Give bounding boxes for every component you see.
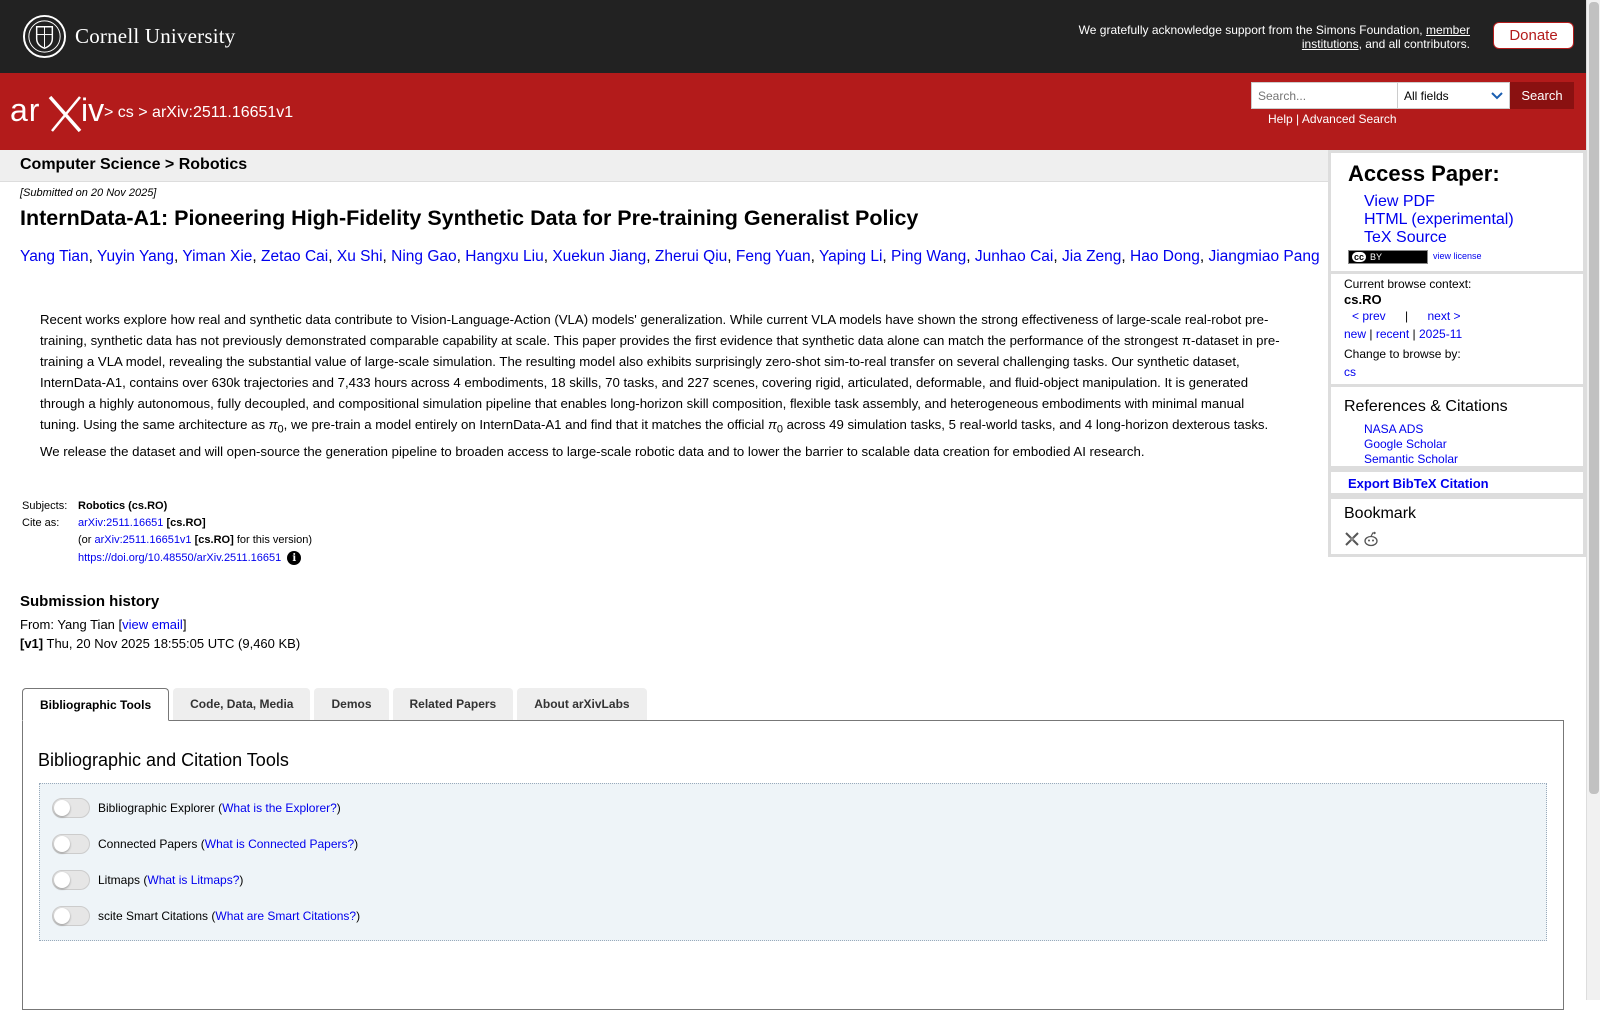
- nav-sep: |: [1412, 327, 1416, 341]
- month-link[interactable]: 2025-11: [1419, 327, 1463, 341]
- cite-category: [cs.RO]: [194, 534, 234, 546]
- browse-context-label: Current browse context:: [1344, 277, 1472, 291]
- bookmark-box: [1328, 496, 1586, 557]
- cite-row: [22, 517, 312, 565]
- author-link[interactable]: Hao Dong: [1130, 248, 1200, 265]
- cornell-bar: [0, 0, 1586, 73]
- subject-header: [0, 150, 1328, 182]
- tab-related-papers[interactable]: Related Papers: [393, 688, 514, 720]
- author-link[interactable]: Ping Wang: [891, 248, 967, 265]
- labs-tabs: [22, 688, 647, 721]
- semantic-scholar-link[interactable]: Semantic Scholar: [1364, 452, 1459, 466]
- panel-title: Bibliographic and Citation Tools: [38, 750, 289, 770]
- tools-box: [39, 783, 1547, 941]
- author-link[interactable]: Ning Gao: [391, 248, 457, 265]
- cornell-logo[interactable]: [22, 14, 236, 59]
- cornell-name: Cornell University: [75, 24, 236, 48]
- pi-subscript: 0: [277, 423, 284, 436]
- search-field-value: All fields: [1404, 88, 1449, 103]
- from-prefix: From: Yang Tian [: [20, 617, 123, 632]
- export-bibtex-link[interactable]: Export BibTeX Citation: [1348, 476, 1489, 491]
- toggle-switch[interactable]: [52, 906, 90, 926]
- bookmark-title: Bookmark: [1344, 505, 1417, 522]
- cite-arxiv-link[interactable]: arXiv:2511.16651: [78, 517, 164, 529]
- or-prefix: (or: [78, 534, 92, 546]
- cc-by: BY: [1370, 252, 1383, 262]
- page-scrollbar[interactable]: [1586, 0, 1600, 1000]
- access-paper-box: [1328, 150, 1586, 274]
- change-browse-cs-link[interactable]: cs: [1344, 365, 1356, 379]
- search-links: [1268, 112, 1397, 126]
- doi-link[interactable]: https://doi.org/10.48550/arXiv.2511.16651: [78, 551, 282, 564]
- access-paper-title: Access Paper:: [1348, 161, 1500, 186]
- pi-symbol: π: [767, 417, 777, 432]
- links-sep: |: [1296, 112, 1300, 126]
- tool-info-link[interactable]: What is Connected Papers?: [204, 837, 355, 851]
- search-button[interactable]: Search: [1510, 82, 1574, 109]
- breadcrumb-sep: >: [138, 104, 148, 121]
- change-browse-label: Change to browse by:: [1344, 347, 1461, 361]
- toggle-switch[interactable]: [52, 834, 90, 854]
- next-link[interactable]: next >: [1427, 309, 1461, 323]
- tool-row-scite: scite Smart Citations ( What are Smart Citations? ): [52, 906, 360, 926]
- ack-text: We gratefully acknowledge support from the Simons Foundation,: [1078, 23, 1423, 37]
- donate-button[interactable]: Donate: [1493, 22, 1574, 49]
- tool-label: Litmaps: [98, 873, 141, 887]
- arxiv-header: [0, 73, 1586, 150]
- view-pdf-link[interactable]: View PDF: [1364, 193, 1435, 210]
- acknowledgement: [1050, 23, 1470, 51]
- cite-category: [cs.RO]: [166, 517, 206, 529]
- tool-row-litmaps: Litmaps ( What is Litmaps? ): [52, 870, 243, 890]
- bibtex-box: [1328, 469, 1586, 496]
- cite-version-link[interactable]: arXiv:2511.16651v1: [94, 534, 192, 546]
- help-link[interactable]: Help: [1268, 112, 1293, 126]
- toggle-switch[interactable]: [52, 798, 90, 818]
- cornell-seal-icon: [22, 14, 67, 59]
- author-list: Yang Tian, Yuyin Yang, Yiman Xie, Zetao Cai, Xu Shi, Ning Gao, Hangxu Liu, Xuekun Jiang, Zherui Qiu, Feng Yuan, Yaping Li, Ping Wang, Junhao Cai, Jia Zeng, Hao Dong, Jiangmiao Pang: [20, 248, 1320, 265]
- breadcrumb-paper-id: arXiv:2511.16651v1: [152, 104, 294, 121]
- subjects-value: [78, 500, 167, 512]
- svg-text:ar: ar: [10, 92, 41, 128]
- abstract-part-1: Recent works explore how real and synthetic data contribute to Vision-Language-Action (VLA) models' generalization. While current VLA models have shown the strong effectiveness of large-scale real-robot pre-training, synthetic data has not previously demonstrated comparable capability at scale. This paper provides the first evidence that synthetic data alone can match the performance of the strongest π-dataset in pre-training a VLA model, revealing the substantial value of large-scale simulation. The resulting model also exhibits surprisingly zero-shot sim-to-real transfer on several challenging tasks. Our synthetic dataset, InternData-A1, contains over 630k trajectories and 7,433 hours across 4 embodiments, 18 skills, 70 tasks, and 227 scenes, covering rigid, articulated, deformable, and fluid-object manipulation. It is generated through a highly autonomous, fully decoupled, and compositional simulation pipeline that enables long-horizon skill composition, flexible task assembly, and heterogeneous embodiments with minimal manual tuning. Using the same architecture as: [40, 312, 1280, 432]
- author-link[interactable]: Junhao Cai: [974, 248, 1054, 265]
- subjects-row: [22, 500, 312, 512]
- recent-link[interactable]: recent: [1375, 327, 1410, 341]
- references-box: [1328, 384, 1586, 469]
- tab-demos[interactable]: Demos: [314, 688, 388, 720]
- tool-label: Connected Papers: [98, 837, 198, 851]
- author-link[interactable]: Zherui Qiu: [654, 248, 728, 265]
- submitted-date: [Submitted on 20 Nov 2025]: [20, 187, 157, 199]
- cc-license-badge[interactable]: [1348, 250, 1428, 264]
- author-link[interactable]: Xu Shi: [336, 248, 383, 265]
- tab-code-data-media[interactable]: Code, Data, Media: [173, 688, 310, 720]
- tool-info-link[interactable]: What is the Explorer?: [222, 801, 337, 815]
- author-link[interactable]: Xuekun Jiang: [552, 248, 647, 265]
- svg-text:iv: iv: [81, 92, 105, 128]
- chevron-down-icon: [1491, 92, 1503, 100]
- author-link[interactable]: Yaping Li: [818, 248, 883, 265]
- version-suffix: for this version): [236, 534, 313, 546]
- submission-history-title: Submission history: [20, 593, 160, 610]
- prev-next-nav: [1352, 309, 1461, 323]
- subject-header-title: Computer Science > Robotics: [20, 156, 248, 173]
- from-suffix: ]: [182, 617, 187, 632]
- google-scholar-link[interactable]: Google Scholar: [1364, 437, 1447, 451]
- subjects-label: Subjects:: [22, 500, 68, 512]
- abstract: [40, 309, 1280, 462]
- tool-info-link[interactable]: What are Smart Citations?: [215, 909, 357, 923]
- submission-v1: [20, 636, 300, 651]
- author-link[interactable]: Yuyin Yang: [97, 248, 174, 265]
- tool-row-connected-papers: Connected Papers ( What is Connected Papers? ): [52, 834, 358, 854]
- prev-link[interactable]: < prev: [1352, 309, 1386, 323]
- new-link[interactable]: new: [1344, 327, 1367, 341]
- breadcrumb: [104, 104, 293, 122]
- arxiv-logo-icon[interactable]: [10, 92, 105, 133]
- bibsonomy-icon[interactable]: [1344, 531, 1360, 547]
- search-input[interactable]: [1251, 82, 1397, 109]
- search-field-select[interactable]: [1397, 82, 1510, 109]
- author-link[interactable]: Jia Zeng: [1061, 248, 1122, 265]
- author-link[interactable]: Hangxu Liu: [465, 248, 544, 265]
- tool-info-link[interactable]: What is Litmaps?: [147, 873, 240, 887]
- paper-title: InternData-A1: Pioneering High-Fidelity Synthetic Data for Pre-training Generalist Policy: [20, 206, 919, 230]
- nav-sep: |: [1405, 309, 1409, 323]
- submission-from: [20, 617, 186, 632]
- author-link[interactable]: Yiman Xie: [182, 248, 253, 265]
- author-link[interactable]: Jiangmiao Pang: [1208, 248, 1320, 265]
- search-form: [1251, 82, 1574, 109]
- v1-label: [v1]: [20, 636, 44, 651]
- v1-text: Thu, 20 Nov 2025 18:55:05 UTC (9,460 KB): [46, 636, 301, 651]
- breadcrumb-cs[interactable]: cs: [117, 104, 134, 121]
- tex-source-link[interactable]: TeX Source: [1364, 229, 1447, 246]
- cc-mark: cc: [1354, 252, 1365, 262]
- references-title: References & Citations: [1344, 398, 1508, 415]
- tool-label: scite Smart Citations: [98, 909, 209, 923]
- view-license-link[interactable]: view license: [1433, 251, 1482, 261]
- tab-about-arxivlabs[interactable]: About arXivLabs: [517, 688, 646, 720]
- html-link[interactable]: HTML (experimental): [1364, 211, 1514, 228]
- member-institutions-link[interactable]: member institutions: [1301, 23, 1470, 51]
- reddit-icon[interactable]: [1363, 531, 1379, 547]
- abstract-part-3: across 49 simulation tasks, 5 real-world tasks, and 4 long-horizon dexterous tasks. We release the dataset and will open-source the generation pipeline to broaden access to large-scale robotic data and to lower the barrier to scalable data creation for embodied AI research.: [40, 417, 1269, 459]
- pi-symbol: π: [268, 417, 278, 432]
- tab-bibliographic-tools[interactable]: Bibliographic Tools: [22, 688, 169, 721]
- nav-sep: |: [1369, 327, 1373, 341]
- author-link[interactable]: Feng Yuan: [735, 248, 811, 265]
- scrollbar-thumb[interactable]: [1589, 2, 1599, 794]
- abstract-part-2: , we pre-train a model entirely on InternData-A1 and find that it matches the official: [283, 417, 768, 432]
- breadcrumb-sep: >: [104, 104, 114, 121]
- browse-list-links: [1344, 327, 1462, 341]
- info-icon[interactable]: i: [287, 551, 301, 565]
- cite-value: [78, 517, 312, 565]
- primary-subject: Robotics (cs.RO): [78, 500, 168, 512]
- tool-label: Bibliographic Explorer: [98, 801, 215, 815]
- nasa-ads-link[interactable]: NASA ADS: [1364, 422, 1424, 436]
- pi-subscript: 0: [776, 423, 783, 436]
- author-link[interactable]: Zetao Cai: [261, 248, 329, 265]
- toggle-switch[interactable]: [52, 870, 90, 890]
- browse-context-value: cs.RO: [1344, 292, 1382, 307]
- view-email-link[interactable]: view email: [122, 617, 183, 632]
- tab-panel: [22, 720, 1564, 1010]
- advanced-search-link[interactable]: Advanced Search: [1301, 112, 1397, 126]
- ack-suffix: , and all contributors.: [1358, 37, 1470, 51]
- author-link[interactable]: Yang Tian: [20, 248, 89, 265]
- metadata-table: [22, 500, 312, 570]
- tool-row-explorer: Bibliographic Explorer ( What is the Explorer? ): [52, 798, 341, 818]
- cite-label: Cite as:: [22, 517, 60, 529]
